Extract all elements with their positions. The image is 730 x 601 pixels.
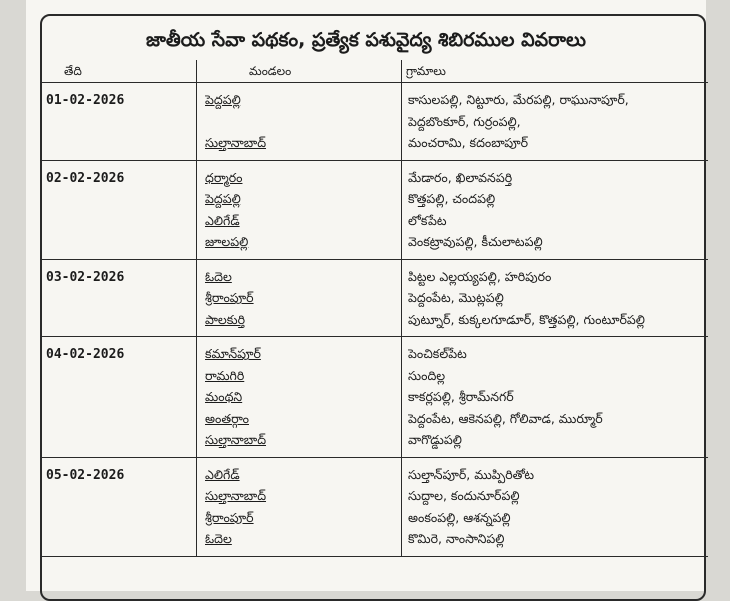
table-row [40, 457, 708, 556]
mandal-list [197, 457, 402, 556]
mandal-line [205, 365, 401, 387]
village-names: కాకర్లపల్లి, శ్రీరామ్‌నగర్ [408, 389, 514, 404]
mandal-line [205, 343, 401, 365]
mandal-line [205, 485, 401, 507]
village-names: సుందిల్ల [408, 367, 446, 383]
mandal-name: సుల్తానాబాద్ [205, 432, 267, 447]
village-names: పుట్నూర్, కుక్కలగూడూర్, కొత్తపల్లి, గుంటూర్‌పల్లి [408, 311, 645, 327]
mandal-list [197, 83, 402, 161]
village-names: కొమిరె, నాంసానిపల్లి [408, 531, 505, 546]
mandal-line [205, 167, 401, 189]
mandal-line [205, 429, 401, 451]
village-names: మంచరామి, కదంబాపూర్ [408, 135, 529, 150]
mandal-name: సుల్తానాబాద్ [205, 488, 267, 503]
table-row [40, 160, 708, 259]
village-names: పెద్దంపేట, ఆకెనపల్లి, గోలివాడ, ముర్మూర్ [408, 410, 603, 426]
mandal-name: పెద్దపల్లి [205, 92, 241, 107]
mandal-name: ఓదెల [205, 531, 232, 546]
mandal-name: కమాన్‌పూర్ [205, 346, 261, 361]
village-names: పెద్దబొంకూర్, గుర్రంపల్లి, [408, 113, 521, 129]
mandal-name: ఓదెల [205, 268, 232, 284]
camp-date: 03-02-2026 [40, 259, 197, 337]
mandal-list [197, 337, 402, 458]
mandal-line [205, 132, 401, 154]
village-names: పెద్దంపేట, మొట్లపల్లి [408, 290, 504, 305]
village-list [402, 83, 709, 161]
mandal-name: శ్రీరాంపూర్ [205, 290, 254, 305]
mandal-name: పాలకుర్తి [205, 311, 246, 327]
village-names: కాసులపల్లి, నిట్టూరు, మేరపల్లి, రాఘునాపూర్, [408, 92, 629, 107]
village-names: అంకంపల్లి, ఆశన్నపల్లి [408, 509, 511, 525]
village-names: సుల్తాన్‌పూర్, ముప్పిరితోట [408, 466, 535, 482]
mandal-line [205, 287, 401, 309]
table-row [40, 83, 708, 161]
village-list [402, 160, 709, 259]
village-list [402, 259, 709, 337]
mandal-line [205, 231, 401, 253]
village-names: వెంకట్రావుపల్లి, కీచులాటపల్లి [408, 234, 543, 249]
page-title: జాతీయ సేవా పథకం, ప్రత్యేక పశువైద్య శిబిరముల వివరాలు [145, 29, 587, 51]
village-names: మేడారం, ఖిలావనపర్తి [408, 169, 513, 185]
mandal-name: ఎలిగేడ్ [205, 466, 240, 482]
table-row [40, 337, 708, 458]
mandal-line [205, 408, 401, 430]
village-list [402, 337, 709, 458]
mandal-line [205, 386, 401, 408]
mandal-name: జూలపల్లి [205, 234, 249, 249]
table-body [40, 83, 708, 557]
mandal-name: సుల్తానాబాద్ [205, 135, 267, 150]
camp-date: 05-02-2026 [40, 457, 197, 556]
mandal-line [205, 528, 401, 550]
camp-date: 01-02-2026 [40, 83, 197, 161]
mandal-name: మంథని [205, 389, 243, 404]
mandal-line [205, 188, 401, 210]
mandal-line [205, 266, 401, 288]
mandal-name: ఎలిగేడ్ [205, 212, 240, 228]
column-header-mandal: మండలం [197, 60, 402, 83]
mandal-list [197, 160, 402, 259]
mandal-line [205, 464, 401, 486]
mandal-name: శ్రీరాంపూర్ [205, 509, 254, 525]
mandal-line [205, 309, 401, 331]
column-header-villages: గ్రామాలు [402, 60, 709, 83]
mandal-line [205, 210, 401, 232]
mandal-line [205, 507, 401, 529]
camp-date: 02-02-2026 [40, 160, 197, 259]
mandal-line [205, 89, 401, 111]
village-names: కొత్తపల్లి, చందపల్లి [408, 191, 496, 206]
mandal-name: రామగిరి [205, 367, 245, 383]
village-list [402, 457, 709, 556]
mandal-line [205, 111, 401, 133]
table-header-row [40, 60, 708, 83]
village-names: వాగొడ్డుపల్లి [408, 432, 462, 447]
mandal-name: పెద్దపల్లి [205, 191, 241, 206]
village-names: పిట్టల ఎల్లయ్యపల్లి, హరిపురం [408, 268, 552, 284]
camp-schedule-table [40, 60, 708, 557]
village-names: సుద్దాల, కందునూర్‌పల్లి [408, 488, 520, 503]
camp-date: 04-02-2026 [40, 337, 197, 458]
mandal-name: ధర్మారం [205, 169, 243, 185]
table-row [40, 259, 708, 337]
mandal-list [197, 259, 402, 337]
village-names: లోకపేట [408, 212, 447, 228]
mandal-name: అంతర్గాం [205, 410, 249, 426]
document-page [26, 0, 706, 591]
village-names: పెంచికల్‌పేట [408, 346, 467, 361]
column-header-date: తేది [40, 60, 197, 83]
